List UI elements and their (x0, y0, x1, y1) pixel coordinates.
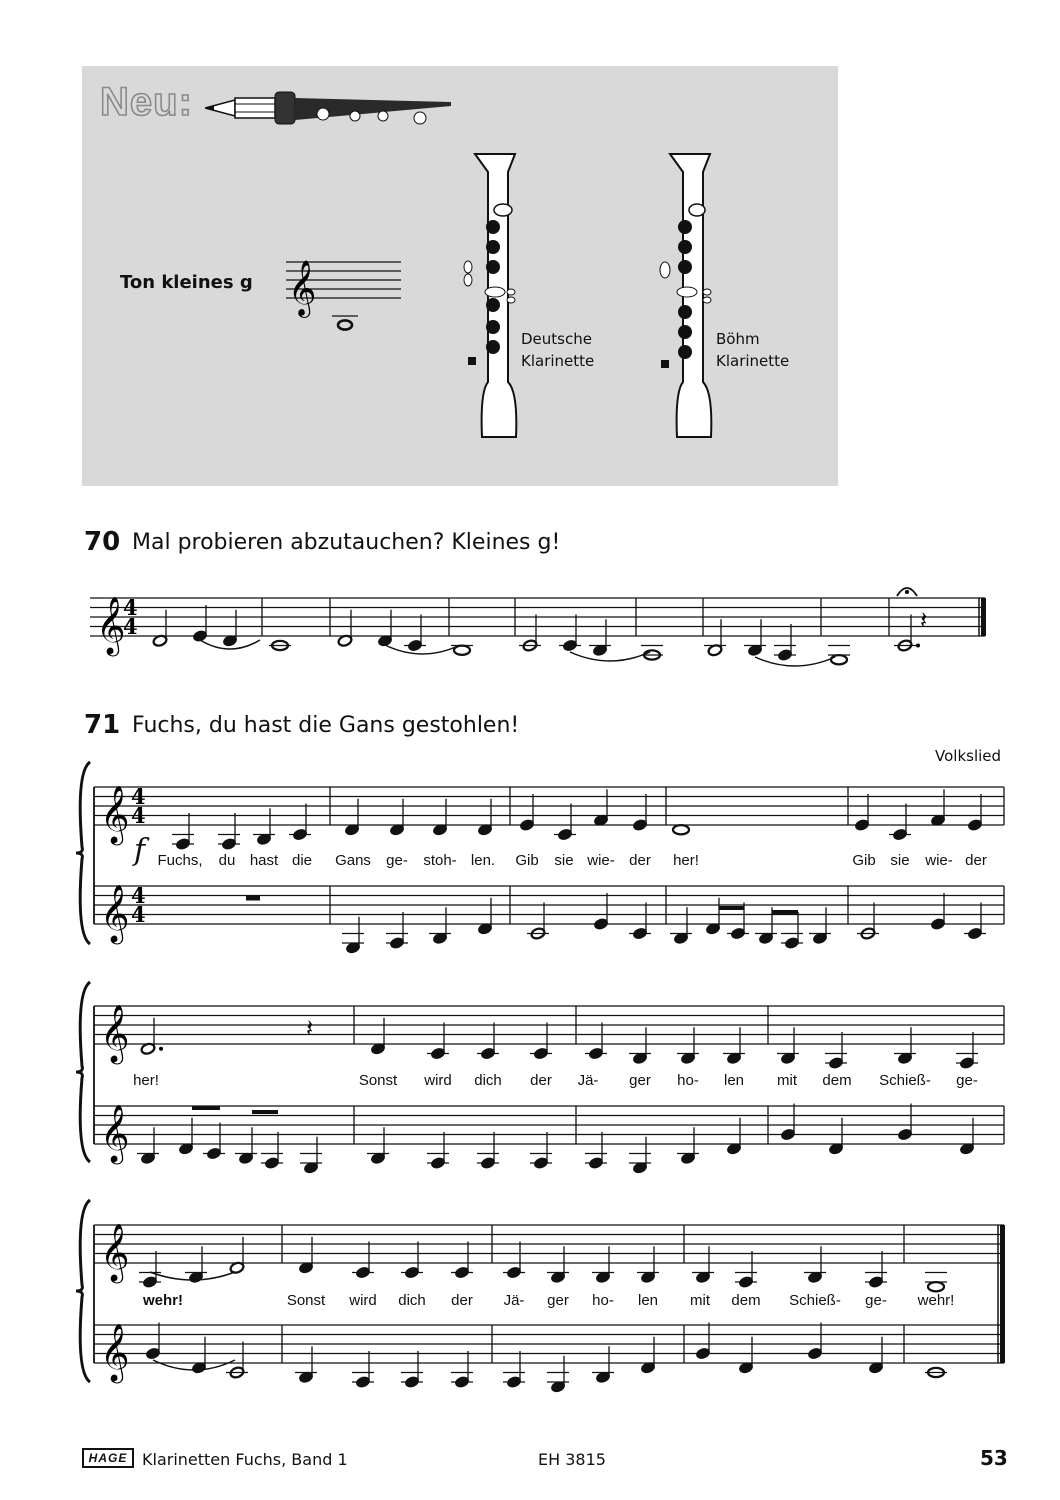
lyric-syllable: ge- (386, 852, 408, 869)
lyric-syllable: Gans (335, 852, 371, 869)
dynamic-marking: f (134, 833, 146, 868)
time-signature: 4 (131, 902, 146, 927)
page-number: 53 (980, 1446, 1008, 1470)
lyric-syllable: stoh- (423, 852, 457, 869)
treble-clef: 𝄞 (100, 884, 130, 942)
catalog-code: EH 3815 (538, 1450, 606, 1469)
augmentation-dot (916, 644, 920, 648)
lyric-syllable: Jä- (577, 1072, 599, 1089)
lyric-syllable: die (291, 852, 313, 869)
exercise-71-number: 71 (84, 710, 121, 740)
time-signature: 4 (131, 784, 146, 809)
clarinet-label-line: Klarinette (716, 352, 790, 370)
svg-text:𝄞: 𝄞 (288, 260, 317, 316)
lyric-syllable: wird (424, 1072, 452, 1089)
lyric-syllable: her! (133, 1072, 159, 1089)
tone-label: Ton kleines g (120, 272, 253, 293)
lyric-syllable: mit (690, 1292, 710, 1309)
lyric-syllable: Gib (852, 852, 876, 869)
clarinet-label-line: Deutsche (521, 330, 592, 348)
lyric-syllable: der (451, 1292, 473, 1309)
lyric-syllable: dem (822, 1072, 852, 1089)
time-signature: 4 (123, 614, 138, 639)
slur (385, 645, 460, 654)
lyric-syllable: len (723, 1072, 745, 1089)
note-head (673, 825, 689, 834)
lyric-syllable: len (637, 1292, 659, 1309)
treble-clef: 𝄞 (100, 1104, 130, 1162)
lyric-syllable: Fuchs, (157, 852, 203, 869)
lyric-syllable: der (965, 852, 987, 869)
lyric-syllable: ho- (677, 1072, 699, 1089)
lyric-syllable: Sonst (358, 1072, 398, 1089)
exercise-71-title: Fuchs, du hast die Gans gestohlen! (132, 713, 520, 738)
whole-rest (246, 896, 260, 901)
system-brace (76, 982, 90, 1162)
fermata-dot (905, 590, 909, 594)
lyric-syllable: sie (554, 852, 574, 869)
system-brace (76, 1200, 90, 1382)
lyric-syllable: mit (777, 1072, 797, 1089)
lyric-syllable: Gib (515, 852, 539, 869)
lyric-syllable: Sonst (286, 1292, 326, 1309)
treble-clef: 𝄞 (100, 785, 130, 843)
publisher-logo: HAGE (82, 1448, 134, 1468)
lyric-syllable: dich (474, 1072, 502, 1089)
lyric-syllable: ger (629, 1072, 651, 1089)
lyric-syllable: wehr! (917, 1292, 955, 1309)
note-head (831, 655, 847, 664)
quarter-rest: 𝄽 (920, 606, 928, 634)
lyric-syllable: wird (349, 1292, 377, 1309)
system-brace (76, 762, 90, 944)
lyric-syllable: hast (249, 852, 279, 869)
treble-clef: 𝄞 (100, 1223, 130, 1281)
lyric-syllable: Schieß- (789, 1292, 841, 1309)
new-heading: Neu: (100, 80, 193, 124)
quarter-rest: 𝄽 (306, 1014, 314, 1042)
time-signature: 4 (123, 595, 138, 620)
lyric-syllable: her! (673, 852, 699, 869)
lyric-syllable: der (530, 1072, 552, 1089)
lyric-syllable: sie (890, 852, 910, 869)
lyric-syllable: dich (398, 1292, 426, 1309)
clarinet-label-line: Klarinette (521, 352, 595, 370)
lyric-syllable: ge- (956, 1072, 978, 1089)
lyric-syllable: der (629, 852, 651, 869)
treble-clef: 𝄞 (100, 1323, 130, 1381)
lyric-syllable: len. (470, 852, 496, 869)
lyric-syllable: du (218, 852, 236, 869)
final-barline (1000, 1225, 1005, 1363)
lyric-syllable: Schieß- (879, 1072, 931, 1089)
exercise-70-number: 70 (84, 527, 121, 557)
slur (570, 652, 650, 661)
composer-credit: Volkslied (935, 747, 1002, 765)
final-barline (981, 598, 986, 636)
lyric-syllable: wie- (925, 852, 953, 869)
clarinet-label-line: Böhm (716, 330, 760, 348)
lyric-syllable: wie- (587, 852, 615, 869)
time-signature: 4 (131, 883, 146, 908)
book-title: Klarinetten Fuchs, Band 1 (142, 1450, 348, 1469)
augmentation-dot (159, 1047, 163, 1051)
exercise-70-title: Mal probieren abzutauchen? Kleines g! (132, 530, 561, 555)
lyric-syllable: wehr! (142, 1292, 184, 1309)
slur (755, 657, 835, 666)
treble-clef: 𝄞 (96, 596, 126, 654)
lyric-syllable: ger (547, 1292, 569, 1309)
lyric-syllable: ge- (865, 1292, 887, 1309)
lyric-syllable: Jä- (503, 1292, 525, 1309)
time-signature: 4 (131, 803, 146, 828)
treble-clef: 𝄞 (100, 1004, 130, 1062)
lyric-syllable: ho- (592, 1292, 614, 1309)
note-head (928, 1282, 944, 1291)
lyric-syllable: dem (731, 1292, 761, 1309)
